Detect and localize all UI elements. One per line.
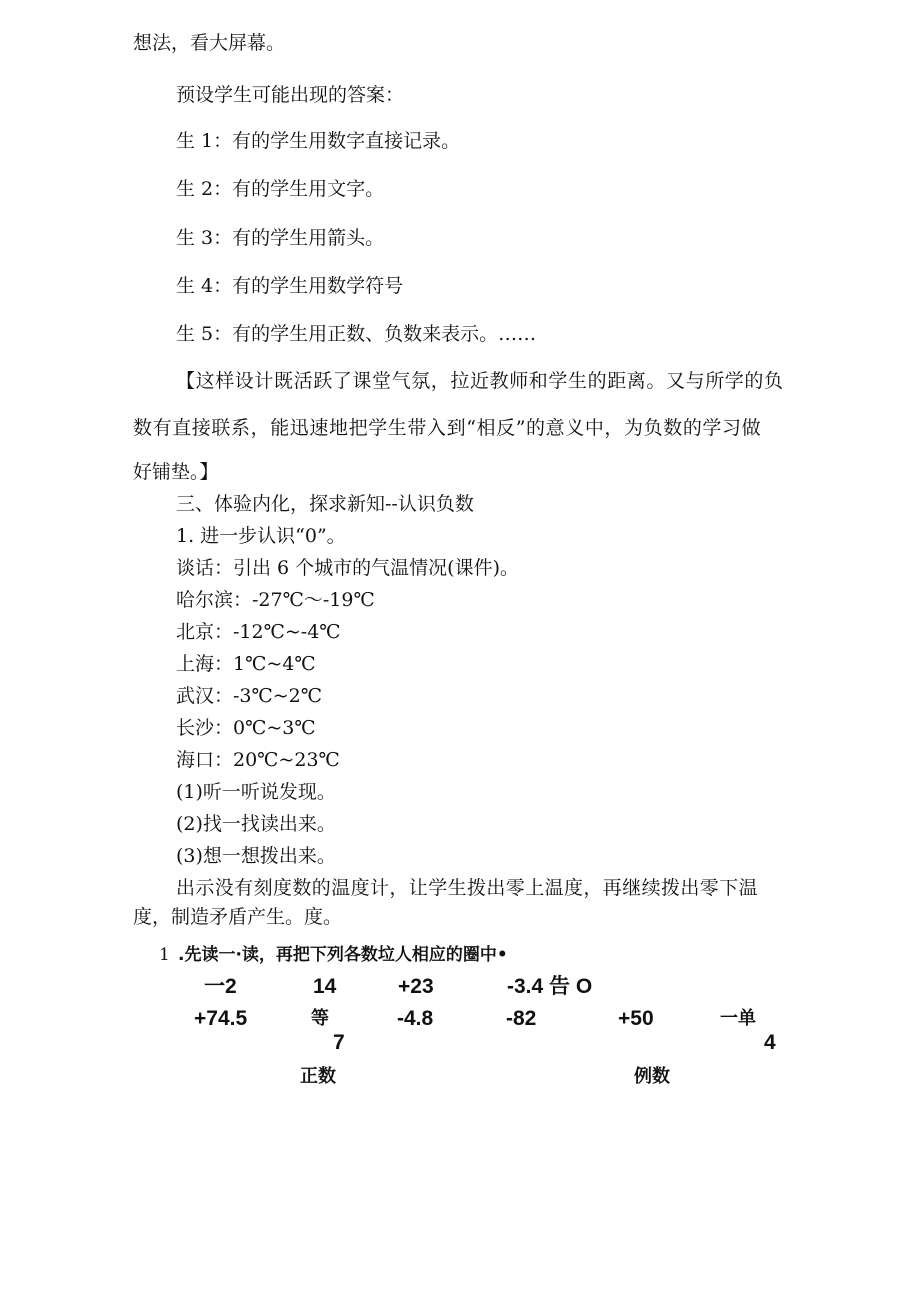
student-answer-3: 生 3：有的学生用箭头。 [176,227,385,249]
number-item: 一单 [720,1008,756,1029]
city-temp-harbin: 哈尔滨：-27℃～-19℃ [176,589,375,611]
design-note-line-1: 【这样设计既活跃了课堂气氛，拉近教师和学生的距离。又与所学的负 [176,370,784,392]
number-item: 等 [311,1008,329,1029]
number-item: -3.4 告 O [507,975,593,998]
task-find: (2)找一找读出来。 [176,813,336,835]
city-temp-wuhan: 武汉：-3℃~2℃ [176,685,323,707]
step-1: 1. 进一步认识“0”。 [176,525,346,547]
negative-numbers-label: 例数 [634,1066,670,1087]
city-temp-haikou: 海口：20℃~23℃ [176,749,340,771]
number-item: +23 [398,975,434,998]
student-answer-4: 生 4：有的学生用数学符号 [176,275,404,297]
student-answer-2: 生 2：有的学生用文字。 [176,178,385,200]
number-item: -4.8 [397,1007,434,1030]
paragraph-continuation: 想法，看大屏幕。 [133,32,286,54]
task-listen: (1)听一听说发现。 [176,781,336,803]
preset-answers-intro: 预设学生可能出现的答案： [176,84,405,106]
exercise-number: 1 [159,945,170,965]
city-temp-changsha: 长沙：0℃~3℃ [176,717,316,739]
student-answer-5: 生 5：有的学生用正数、负数来表示。…… [176,323,537,345]
fraction-denominator: 7 [333,1031,345,1054]
talk-intro: 谈话：引出 6 个城市的气温情况(课件)。 [176,557,519,579]
section-3-heading: 三、体验内化，探求新知--认识负数 [176,493,474,515]
number-item: +74.5 [194,1007,248,1030]
task-think: (3)想一想拨出来。 [176,845,336,867]
city-temp-beijing: 北京：-12℃~-4℃ [176,621,341,643]
design-note-line-3: 好铺垫。】 [133,461,219,483]
city-temp-shanghai: 上海：1℃~4℃ [176,653,316,675]
design-note-line-2: 数有直接联系，能迅速地把学生带入到“相反”的意义中，为负数的学习做 [133,417,762,439]
student-answer-1: 生 1：有的学生用数字直接记录。 [176,130,461,152]
fraction-denominator: 4 [764,1031,776,1054]
thermometer-line-1: 出示没有刻度数的温度计，让学生拨出零上温度，再继续拨出零下温 [176,877,759,899]
number-item: 一2 [204,975,237,998]
number-item: 14 [313,975,337,998]
positive-numbers-label: 正数 [300,1066,336,1087]
number-item: +50 [618,1007,654,1030]
exercise-instruction: .先读一·读，再把下列各数垃人相应的圈中• [178,945,508,965]
number-item: -82 [506,1007,537,1030]
thermometer-line-2: 度，制造矛盾产生。度。 [133,906,343,928]
